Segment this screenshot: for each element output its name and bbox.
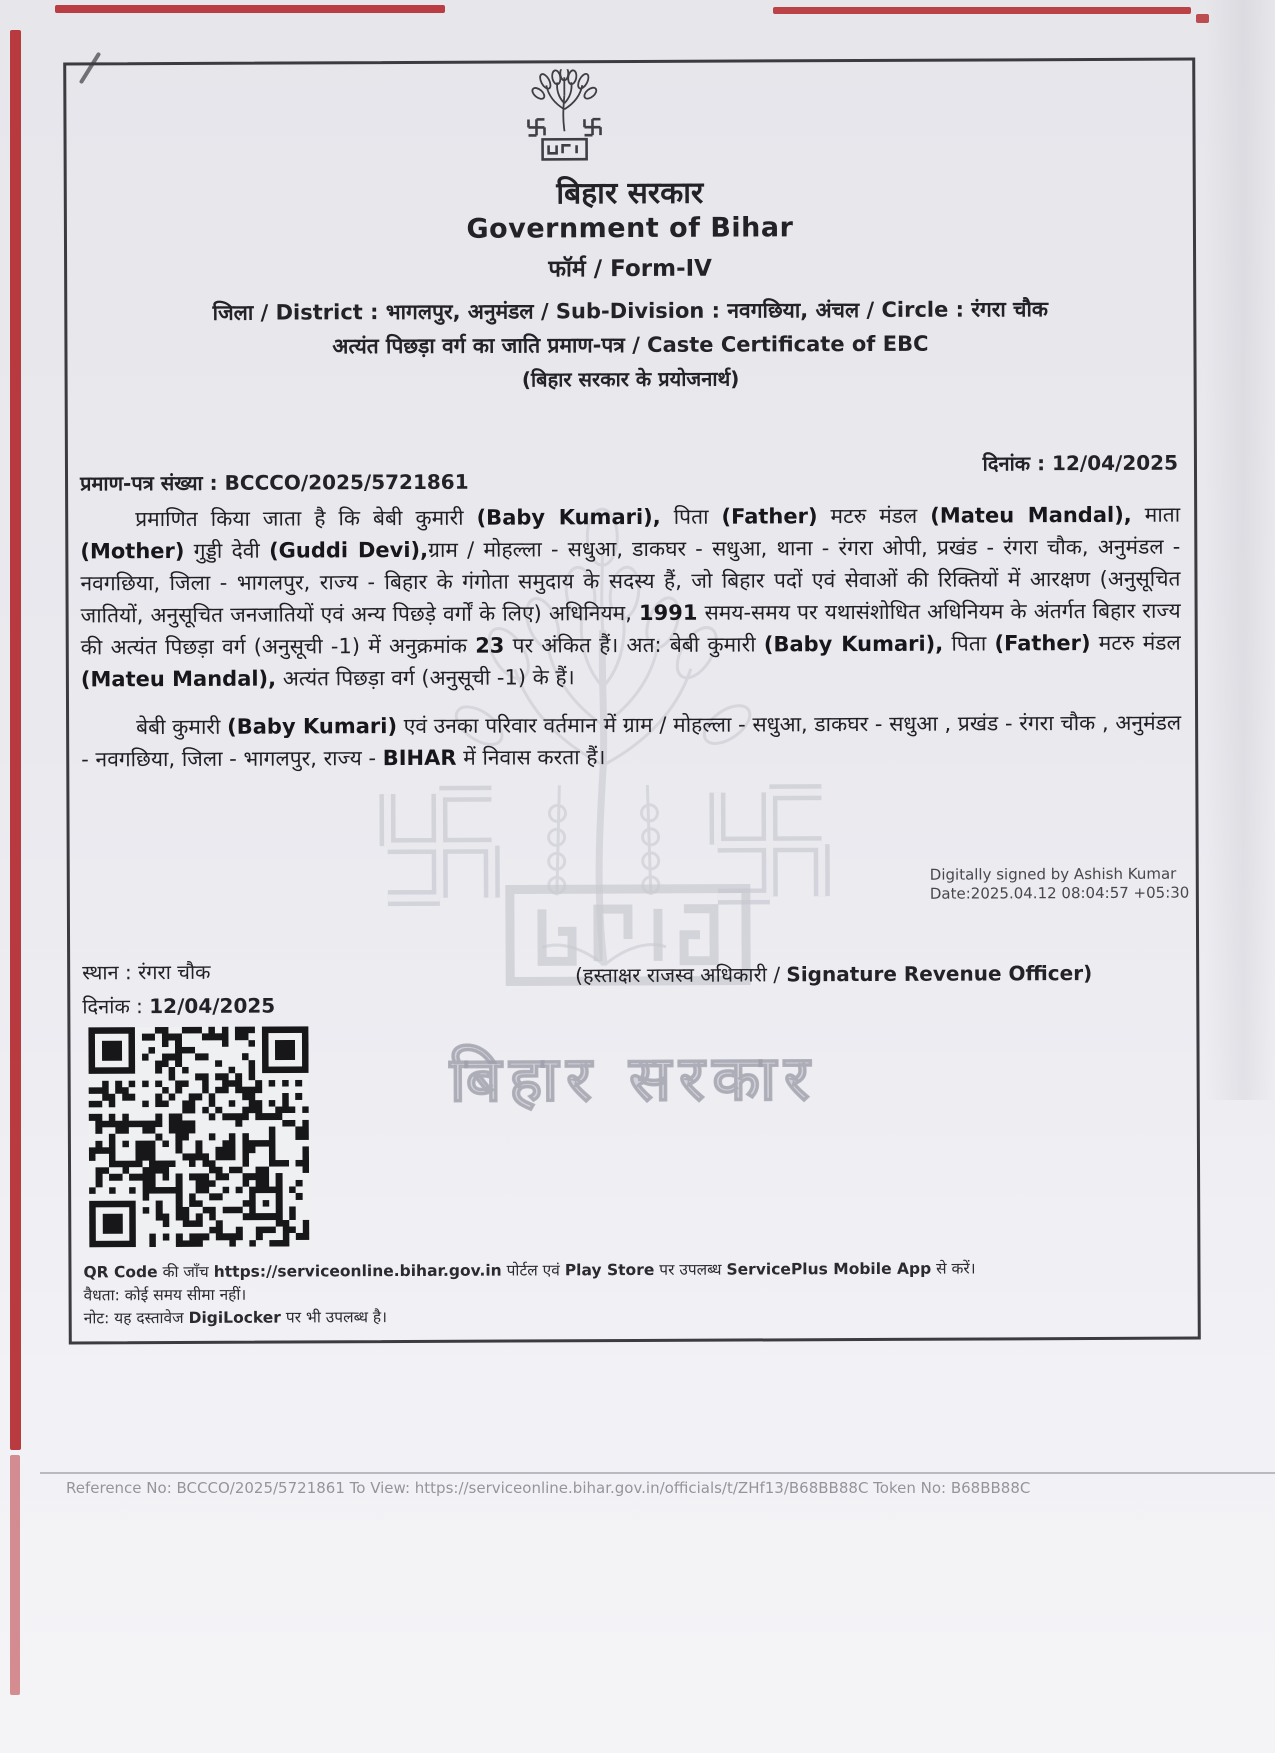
certificate-paragraph-2: बेबी कुमारी (Baby Kumari) एवं उनका परिवार वर्तमान में ग्राम / मोहल्ला - सधुआ, डाकघर - सधुआ , प्रखंड - रंगरा चौक , अनुमंडल - नवगछिया, जिला - भागलपुर, राज्य - BIHAR में निवास करता हैं। — [81, 710, 1182, 772]
org-name-hindi: बिहार सरकार — [556, 175, 704, 212]
org-name-english: Government of Bihar — [466, 212, 794, 245]
certificate-number — [80, 468, 469, 497]
certificate-number-label: प्रमाण-पत्र संख्या : — [79, 470, 218, 496]
date-label: दिनांक : — [82, 994, 143, 1019]
form-number: फॉर्म / Form-IV — [548, 255, 712, 283]
watermark-text: बिहार सरकार — [449, 1041, 818, 1116]
issue-date — [983, 449, 1178, 477]
footer-note-qr: QR Code की जाँच https://serviceonline.bihar.gov.in पोर्टल एवं Play Store पर उपलब्ध ServicePlus Mobile App से करें। — [83, 1259, 976, 1282]
district-subdivision-circle-line: जिला / District : भागलपुर, अनुमंडल / Sub-Division : नवगछिया, अंचल / Circle : रंगरा चौक — [212, 297, 1049, 325]
qr-code — [88, 1026, 309, 1247]
purpose-line: (बिहार सरकार के प्रयोजनार्थ) — [521, 366, 740, 392]
red-scan-mark-top-right — [773, 7, 1191, 14]
red-scan-mark-left-lower — [10, 1455, 20, 1695]
reference-line: Reference No: BCCCO/2025/5721861 To View: https://serviceonline.bihar.gov.in/officials/t/ZHf13/B68BB88C Token No: B68BB88C — [66, 1479, 1031, 1497]
place-label: स्थान : — [82, 960, 132, 985]
certificate-title: अत्यंत पिछड़ा वर्ग का जाति प्रमाण-पत्र / Caste Certificate of EBC — [332, 331, 929, 359]
place-line — [82, 958, 210, 986]
digital-signature-line2: Date:2025.04.12 08:04:57 +05:30 — [929, 883, 1190, 903]
red-scan-mark-left — [10, 30, 21, 1450]
certificate-border-box — [63, 58, 1201, 1345]
scan-shading — [1205, 0, 1275, 1100]
date-value: 12/04/2025 — [149, 993, 276, 1019]
digital-signature-line1: Digitally signed by Ashish Kumar — [929, 864, 1177, 884]
date-line — [82, 992, 275, 1020]
red-scan-mark-top-left — [55, 5, 445, 13]
bihar-emblem-icon — [508, 69, 620, 173]
footer-notes — [83, 1257, 1173, 1331]
issue-date-value: 12/04/2025 — [1051, 450, 1179, 476]
issue-date-label: दिनांक : — [982, 451, 1046, 476]
footer-note-digilocker: नोट: यह दस्तावेज DigiLocker पर भी उपलब्ध है। — [83, 1308, 388, 1328]
reference-divider-line — [40, 1472, 1275, 1474]
digital-signature-text — [930, 865, 1190, 904]
place-value: रंगरा चौक — [138, 959, 211, 985]
watermark-swastika-right-icon — [699, 774, 840, 915]
red-scan-mark-corner — [1196, 14, 1209, 23]
certificate-paragraph-1: प्रमाणित किया जाता है कि बेबी कुमारी (Baby Kumari), पिता (Father) मटरु मंडल (Mateu Mandal), माता (Mother) गुड्डी देवी (Guddi Devi),ग्राम / मोहल्ला - सधुआ, डाकघर - सधुआ, थाना - रंगरा ओपी, प्रखंड - रंगरा चौक, अनुमंडल - नवगछिया, जिला - भागलपुर, राज्य - बिहार के गंगोता समुदाय के सदस्य हैं, जो बिहार पदों एवं सेवाओं की रिक्तियों में आरक्षण (अनुसूचित जातियों, अनुसूचित जनजातियों एवं अन्य पिछड़े वर्गों के लिए) अधिनियम, 1991 समय-समय पर यथासंशोधित अधिनियम के अंतर्गत बिहार राज्य की अत्यंत पिछड़ा वर्ग (अनुसूची -1) में अनुक्रमांक 23 पर अंकित हैं। अत: बेबी कुमारी (Baby Kumari), पिता (Father) मटरु मंडल (Mateu Mandal), अत्यंत पिछड़ा वर्ग (अनुसूची -1) के हैं। — [80, 502, 1181, 692]
footer-note-validity: वैधता: कोई समय सीमा नहीं। — [83, 1285, 247, 1305]
watermark-swastika-left-icon — [369, 776, 510, 917]
certificate-number-value: BCCCO/2025/5721861 — [224, 469, 469, 495]
revenue-officer-signature-label: (हस्ताक्षर राजस्व अधिकारी / Signature Revenue Officer) — [575, 960, 1093, 988]
